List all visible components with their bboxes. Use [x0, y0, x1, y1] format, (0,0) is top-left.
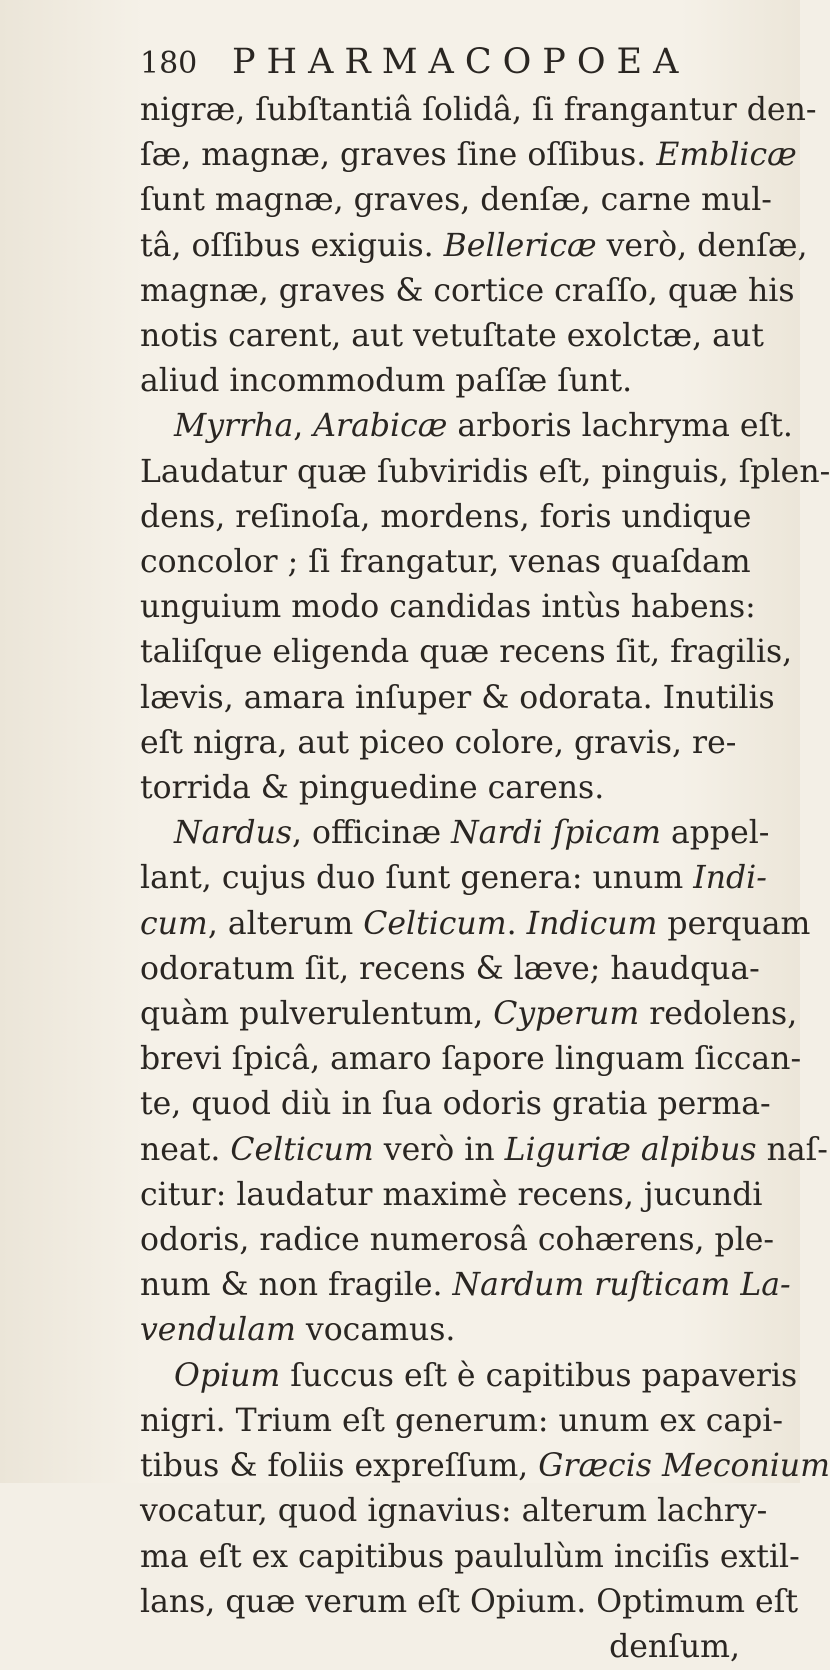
italic-term: Myrrha	[174, 408, 294, 445]
italic-term: Liguriæ alpibus	[504, 1131, 757, 1168]
text-segment: torrida & pinguedine carens.	[140, 770, 605, 807]
italic-term: Nardi ſpicam	[451, 815, 661, 852]
text-line	[140, 1263, 791, 1308]
text-line	[140, 1535, 800, 1580]
italic-term: Arabicæ	[313, 408, 448, 445]
text-line	[140, 1037, 802, 1082]
text-segment: concolor ; ſi frangatur, venas quaſdam	[140, 544, 751, 581]
text-line	[140, 1308, 778, 1353]
text-segment: nigri. Trium eſt generum: unum ex capi-	[140, 1402, 784, 1439]
text-segment: denſum,	[609, 1628, 740, 1665]
text-line	[140, 811, 778, 856]
text-segment: dens, reſinoſa, mordens, foris undique	[140, 498, 752, 535]
text-line	[140, 224, 808, 269]
text-line	[140, 947, 778, 992]
text-line	[140, 766, 778, 811]
text-segment: lævis, amara inſuper & odorata. Inutilis	[140, 679, 775, 716]
text-line	[140, 1173, 778, 1218]
text-segment: ,	[293, 408, 314, 445]
text-line	[140, 992, 798, 1037]
text-line	[140, 1218, 778, 1263]
italic-term: Indicum	[526, 905, 658, 942]
text-segment: unguium modo candidas intùs habens:	[140, 589, 756, 626]
text-segment: num & non fragile.	[140, 1267, 453, 1304]
text-line	[140, 902, 811, 947]
text-line	[140, 1354, 798, 1399]
text-line	[140, 630, 793, 675]
text-line	[140, 721, 778, 766]
italic-term: Nardum ruſticam La-	[452, 1267, 791, 1304]
text-line	[140, 540, 778, 585]
text-segment: verò in	[373, 1131, 505, 1168]
text-segment: eſt nigra, aut piceo colore, gravis, re-	[140, 724, 737, 761]
text-segment: arboris lachryma eſt.	[447, 408, 793, 445]
text-segment: brevi ſpicâ, amaro ſapore linguam ſiccan-	[140, 1041, 802, 1078]
page-number: 180	[140, 46, 198, 81]
text-line	[140, 314, 778, 359]
text-line	[140, 1444, 830, 1489]
text-segment: perquam	[657, 905, 811, 942]
text-line	[140, 178, 778, 223]
italic-term: Indi-	[693, 860, 767, 897]
running-title: PHARMACOPOEA	[232, 42, 690, 82]
text-segment: ſæ, magnæ, graves ſine oſſibus.	[140, 137, 657, 174]
text-segment: odoratum ſit, recens & læve; haudqua-	[140, 950, 760, 987]
italic-term: Opium	[174, 1357, 281, 1394]
page-header	[140, 40, 778, 86]
text-line	[140, 1625, 778, 1670]
text-segment: tibus & foliis expreſſum,	[140, 1448, 539, 1485]
text-line	[140, 133, 797, 178]
italic-term: Nardus	[174, 815, 293, 852]
text-segment: taliſque eligenda quæ recens ſit, fragilis,	[140, 634, 793, 671]
text-segment: citur: laudatur maximè recens, jucundi	[140, 1176, 763, 1213]
text-segment: Laudatur quæ ſubviridis eſt, pinguis, ſplen-	[140, 453, 830, 490]
text-segment: nigræ, ſubſtantiâ ſolidâ, ſi frangantur den-	[140, 92, 817, 128]
italic-term: vendulam	[140, 1312, 296, 1349]
text-segment: , alterum	[207, 905, 364, 942]
text-segment: ſunt magnæ, graves, denſæ, carne mul-	[140, 182, 772, 219]
text-segment: odoris, radice numerosâ cohærens, ple-	[140, 1222, 775, 1259]
text-line	[140, 450, 830, 495]
text-segment: neat.	[140, 1131, 231, 1168]
italic-term: cum	[140, 905, 208, 942]
text-segment: , officinæ	[292, 815, 452, 852]
text-segment: notis carent, aut vetuſtate exolctæ, aut	[140, 318, 764, 355]
text-line	[140, 1128, 828, 1173]
text-segment: appel-	[660, 815, 770, 852]
text-segment: magnæ, graves & cortice craſſo, quæ his	[140, 272, 795, 309]
text-line	[140, 1082, 778, 1127]
text-line	[140, 269, 795, 314]
italic-term: Celticum	[230, 1131, 374, 1168]
text-segment: ſuccus eſt è capitibus papaveris	[280, 1357, 798, 1394]
text-segment: naſ-	[756, 1131, 828, 1168]
italic-term: Emblicæ	[656, 137, 797, 174]
text-line	[140, 856, 778, 901]
text-line	[140, 1580, 799, 1625]
text-line	[140, 359, 778, 404]
italic-term: Græcis Meconium	[538, 1448, 830, 1485]
italic-term: Cyperum	[493, 996, 640, 1033]
text-line	[140, 585, 778, 630]
text-segment: te, quod diù in ſua odoris gratia perma-	[140, 1086, 771, 1123]
text-line	[140, 676, 778, 721]
text-segment: redolens,	[639, 996, 798, 1033]
text-line	[140, 88, 817, 133]
text-segment: vocatur, quod ignavius: alterum lachry-	[140, 1493, 768, 1530]
body-text	[140, 88, 830, 1670]
text-line	[140, 1489, 778, 1534]
text-segment: .	[506, 905, 527, 942]
text-line	[140, 1399, 784, 1444]
text-segment: quàm pulverulentum,	[140, 996, 494, 1033]
text-segment: vocamus.	[295, 1312, 456, 1349]
text-segment: lant, cujus duo ſunt genera: unum	[140, 860, 694, 897]
italic-term: Celticum	[363, 905, 507, 942]
text-line	[140, 495, 778, 540]
text-line	[140, 404, 793, 449]
italic-term: Bellericæ	[443, 227, 597, 264]
text-segment: verò, denſæ,	[596, 227, 808, 264]
text-segment: tâ, oſſibus exiguis.	[140, 227, 444, 264]
text-segment: lans, quæ verum eſt Opium. Optimum eſt	[140, 1583, 799, 1620]
text-segment: ma eſt ex capitibus paululùm inciſis extil-	[140, 1538, 800, 1575]
text-segment: aliud incommodum paſſæ ſunt.	[140, 363, 633, 400]
